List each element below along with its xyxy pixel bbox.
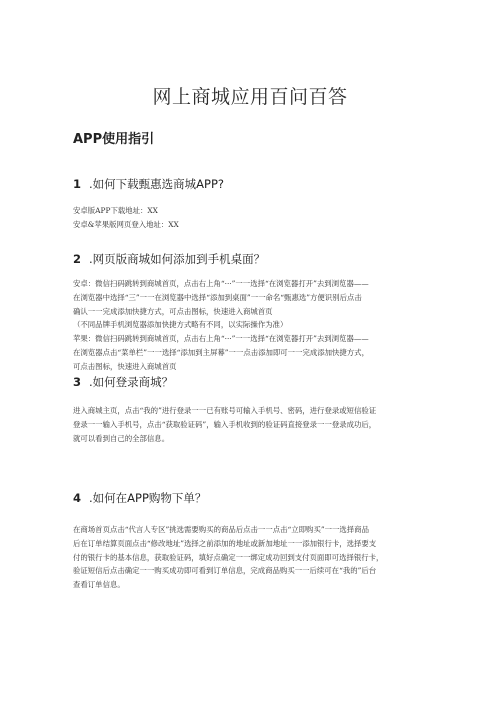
answer-line: 就可以看到自己的全部信息。 [73,433,170,443]
question-heading-2 [73,251,265,267]
answer-line: 登录一一输入手机号，点击“获取验证码”，输入手机收到的验证码直接登录一一登录成功后， [73,419,377,429]
question-number: 3 [73,375,82,389]
answer-line: 安卓&苹果版网页登入地址：XX [73,219,179,229]
question-text: .如何在APP购物下单？ [89,491,207,505]
answer-4 [73,523,433,592]
question-heading-3 [73,374,173,390]
question-number: 2 [73,252,82,266]
answer-line: 可点击图标，快速进入商城首页 [73,361,177,371]
answer-line: 确认一一完成添加快捷方式，可点击图标，快速进入商城首页 [73,306,273,316]
section-heading: APP使用指引 [73,132,155,147]
answer-line: 后在订单结算页面点击“修改地址”选择之前添加的地址或新加地址一一添加银行卡，选择要支 [73,538,377,548]
document-title: 网上商城应用百问百答 [152,86,348,108]
answer-line: 进入商城主页，点击“我的”进行登录一一已有账号可输入手机号、密码，进行登录或短信验证 [73,406,377,415]
question-heading-1 [73,176,224,192]
question-number: 1 [73,177,82,191]
question-text: .如何下载甄惠选商城APP? [89,177,225,191]
answer-line: 查看订单信息。 [73,580,125,590]
answer-line: 安卓：微信扫码跳转到商城首页，点击右上角“···”一一选择“在浏览器打开”去到浏览器—— [73,279,369,288]
answer-line: 在浏览器点击“菜单栏”一一选择“添加到主屏幕”一一点击添加即可一一完成添加快捷方式， [73,347,369,357]
answer-line: （不同品牌手机浏览器添加快捷方式略有不同，以实际操作为准） [73,320,288,330]
answer-line: 苹果：微信扫码跳转到商城首页，点击右上角“···”一一选择“在浏览器打开”去到浏览器—— [73,334,369,344]
answer-2 [73,277,433,374]
answer-3 [73,404,433,445]
answer-line: 在浏览器中选择“三”一一在浏览器中选择“添加到桌面”一一命名“甄惠选”方便识别后点击 [73,292,362,302]
answer-line: 付的银行卡的基本信息，获取验证码，填好点确定一一绑定成功回到支付页面即可选择银行卡， [73,552,384,562]
question-heading-4 [73,490,206,506]
question-text: .网页版商城如何添加到手机桌面？ [89,252,266,266]
question-number: 4 [73,491,82,505]
question-text: .如何登录商城？ [89,375,174,389]
answer-line: 安卓版APP下载地址：XX [73,206,158,215]
answer-line: 在商场首页点击“代言人专区”挑选需要购买的商品后点击一一点击“立即购买”一一选择商品 [73,525,369,534]
answer-1 [73,204,433,232]
answer-line: 验证短信后点击确定一一购买成功即可看到订单信息，完成商品购买一一后续可在“我的”后台 [73,566,377,576]
